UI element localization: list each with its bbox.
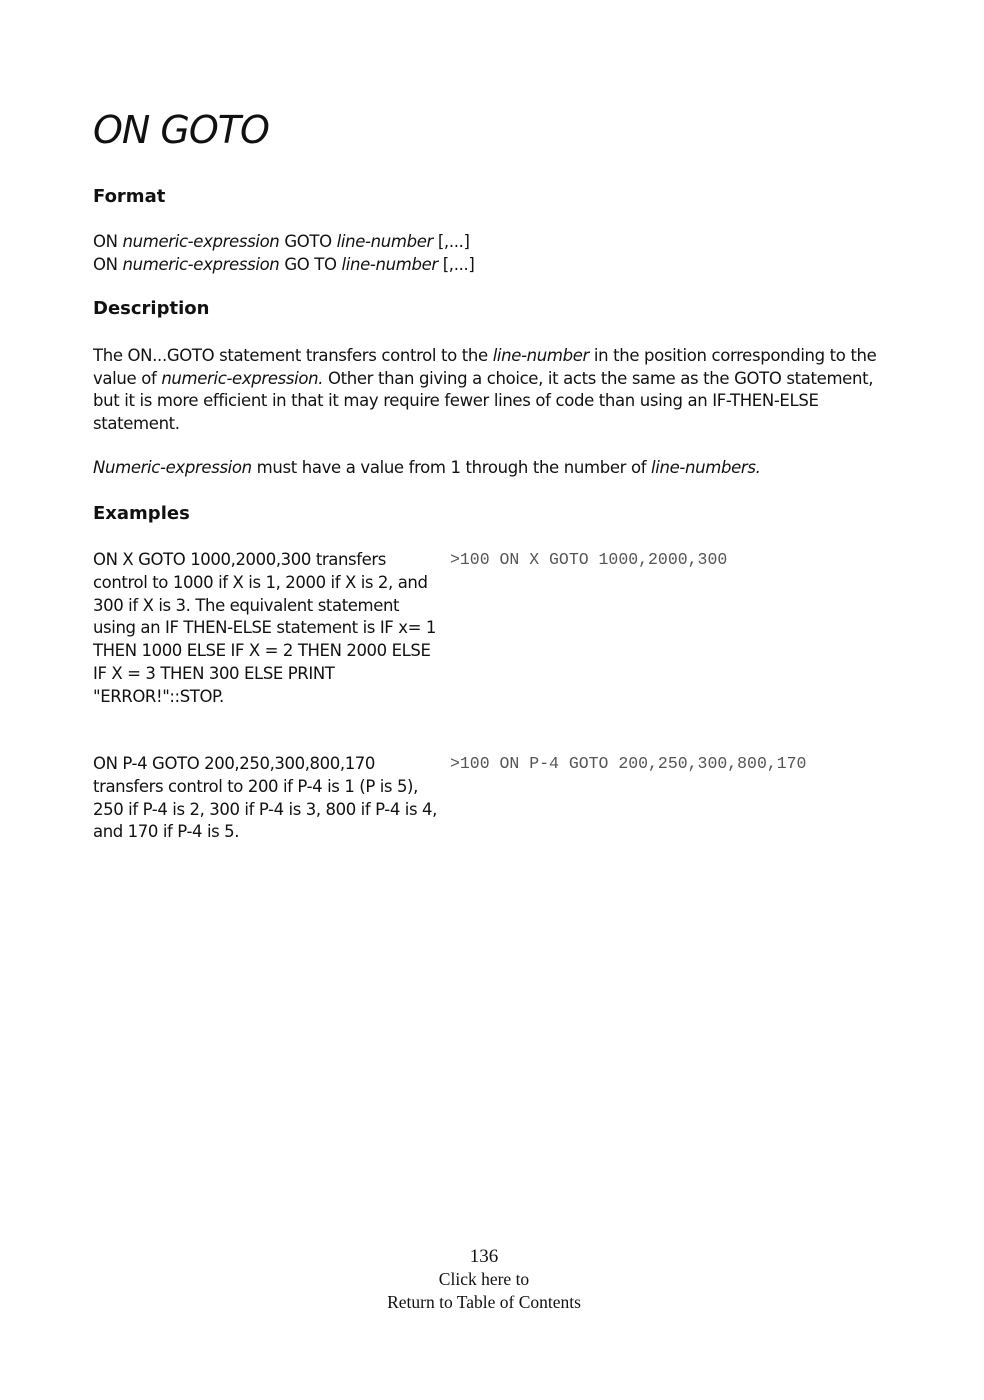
example-1-code: >100 ON X GOTO 1000,2000,300 <box>450 550 728 569</box>
table-of-contents-link[interactable] <box>0 1268 968 1314</box>
page-number: 136 <box>469 1246 499 1267</box>
format-line-goto: ON numeric-expression GOTO line-number [,...] <box>93 232 470 251</box>
page-title: ON GOTO <box>93 108 269 152</box>
example-1-description: ON X GOTO 1000,2000,300 transfers control to 1000 if X is 1, 2000 if X is 2, and 300 if X is 3. The equivalent statement using an IF THEN-ELSE statement is IF x= 1 THEN 1000 ELSE IF X = 2 THEN 2000 ELSE IF X = 3 THEN 300 ELSE PRINT "ERROR!"::STOP. <box>93 550 436 706</box>
examples-heading: Examples <box>93 503 190 524</box>
format-syntax <box>93 231 883 276</box>
description-paragraph: The ON...GOTO statement transfers control to the line-number in the position corresponding to the value of numeric-expression. Other than giving a choice, it acts the same as the GOTO statement, but it is more efficient in that it may require fewer lines of code than using an IF-THEN-ELSE statement. <box>93 346 877 433</box>
example-2-description: ON P-4 GOTO 200,250,300,800,170 transfers control to 200 if P-4 is 1 (P is 5), 250 if P-4 is 2, 300 if P-4 is 3, 800 if P-4 is 4, and 170 if P-4 is 5. <box>93 754 437 842</box>
format-heading: Format <box>93 186 166 207</box>
example-2-code: >100 ON P-4 GOTO 200,250,300,800,170 <box>450 754 807 773</box>
description-note: Numeric-expression must have a value from 1 through the number of line-numbers. <box>93 458 761 477</box>
toc-link-line-1[interactable]: Click here to <box>438 1269 530 1289</box>
format-line-go-to: ON numeric-expression GO TO line-number [,...] <box>93 254 475 274</box>
toc-link-line-2[interactable]: Return to Table of Contents <box>387 1292 581 1312</box>
description-heading: Description <box>93 298 210 319</box>
